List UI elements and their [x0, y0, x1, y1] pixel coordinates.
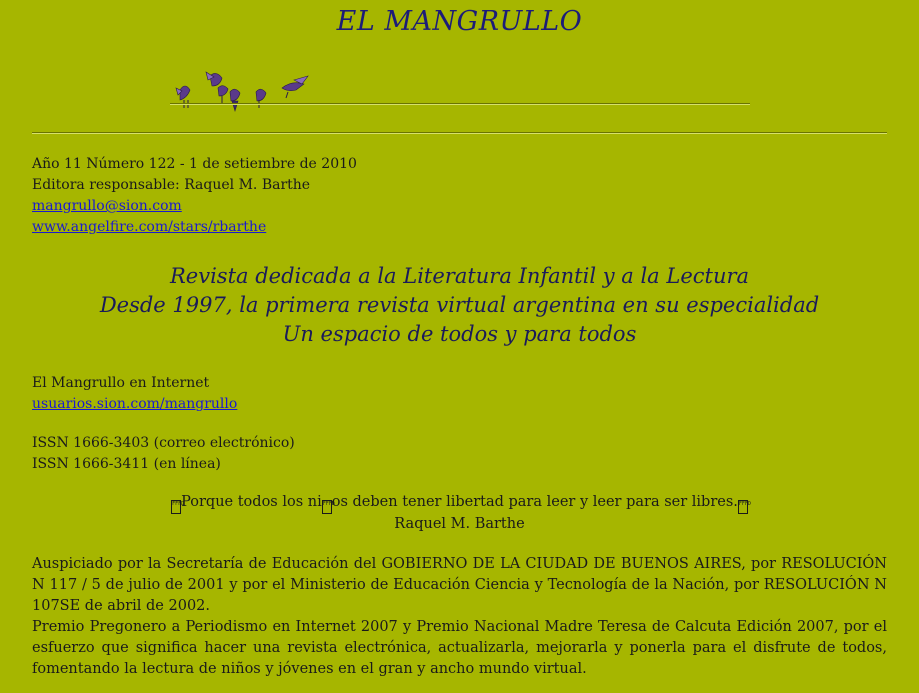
slogan-line-1: Revista dedicada a la Literatura Infantil y a la Lectura	[169, 264, 750, 288]
quote-author: Raquel M. Barthe	[394, 516, 525, 532]
sponsors-text	[32, 554, 887, 680]
issn-online: ISSN 1666-3411 (en línea)	[32, 456, 221, 472]
issn-info	[32, 433, 295, 475]
quote-part-2: os deben tener libertad para leer y leer para ser libres.	[331, 494, 738, 510]
email-link[interactable]: mangrullo@sion.com	[32, 198, 182, 214]
editor: Editora responsable: Raquel M. Barthe	[32, 177, 311, 193]
slogan	[0, 262, 919, 349]
quote-part-1: Porque todos los ni	[181, 494, 322, 510]
internet-link[interactable]: usuarios.sion.com/mangrullo	[32, 396, 238, 412]
issue-info	[32, 154, 357, 238]
sponsors-paragraph-1: Auspiciado por la Secretaría de Educación del GOBIERNO DE LA CIUDAD DE BUENOS AIRES, por RESOLUCIÓN N 117 / 5 de julio de 2001 y por el Ministerio de Educación Ciencia y Tecnología de la Nación, por RESOLUCIÓN N 107SE de abril de 2002.	[32, 556, 887, 614]
issn-email: ISSN 1666-3403 (correo electrónico)	[32, 435, 295, 451]
website-link[interactable]: www.angelfire.com/stars/rbarthe	[32, 219, 267, 235]
birds-underline	[170, 103, 750, 105]
missing-glyph-icon: FFFD	[322, 500, 332, 514]
quote	[0, 492, 919, 535]
divider	[32, 132, 887, 134]
internet-label: El Mangrullo en Internet	[32, 375, 210, 391]
sponsors-paragraph-2: Premio Pregonero a Periodismo en Internet 2007 y Premio Nacional Madre Teresa de Calcuta Edición 2007, por el esfuerzo que significa hacer una revista electrónica, actualizarla, mejorarla y ponerla para el disfrute de todos, fomentando la lectura de niños y jóvenes en el gran y ancho mundo virtual.	[32, 619, 887, 677]
internet-info	[32, 373, 237, 415]
issue-number: Año 11 Número 122 - 1 de setiembre de 2010	[32, 156, 357, 172]
missing-glyph-icon: FFFD	[171, 500, 181, 514]
missing-glyph-icon: FFFD	[738, 500, 748, 514]
birds-icon	[170, 68, 315, 118]
slogan-line-2: Desde 1997, la primera revista virtual argentina en su especialidad	[99, 293, 820, 317]
slogan-line-3: Un espacio de todos y para todos	[282, 322, 637, 346]
page-title: EL MANGRULLO	[336, 6, 583, 37]
quote-text	[0, 492, 919, 514]
